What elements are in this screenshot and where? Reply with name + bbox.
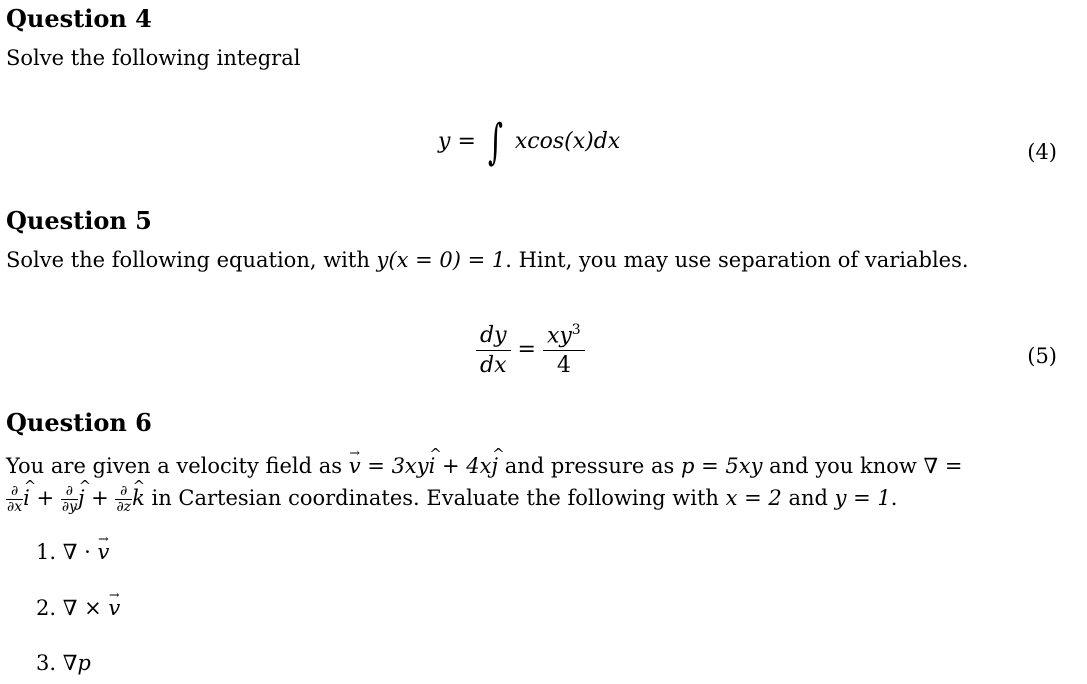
i-hat: ^ i <box>429 454 436 478</box>
list-expr-1: ∇ · <box>62 540 98 564</box>
q6-and: and <box>781 486 835 510</box>
question-5-heading: Question 5 <box>6 206 152 235</box>
eq5-rhs-den: 4 <box>556 353 571 379</box>
partial-x-den: ∂x <box>7 499 23 515</box>
list-item-3 <box>36 651 91 675</box>
partial-y-den: ∂y <box>61 499 77 515</box>
integral-sign: ∫ <box>487 114 503 170</box>
question-4-prompt: Solve the following integral <box>6 46 301 70</box>
k-hat: ^ k <box>132 486 145 510</box>
q6-vdef2: + 4x <box>435 454 492 478</box>
list-number-2: 2. <box>36 596 57 620</box>
question-6-line-1 <box>6 454 962 478</box>
q6-x-value: x = 2 <box>725 486 782 510</box>
q6-period: . <box>890 486 898 510</box>
eq5-equals: = <box>517 337 536 363</box>
list-item-1 <box>36 540 109 564</box>
eq5-lhs-fraction <box>476 323 511 378</box>
plus-sign: + <box>84 486 116 510</box>
plus-sign: + <box>29 486 61 510</box>
list-item-2 <box>36 596 120 620</box>
eq5-rhs-exp: 3 <box>571 322 581 338</box>
eq5-rhs-num-base: xy <box>546 323 572 349</box>
partial-z-den: ∂z <box>116 499 132 515</box>
eq5-rhs-num <box>543 322 585 351</box>
velocity-vector-symbol: → v <box>349 454 361 478</box>
q6-pdef: p = 5xy <box>680 454 763 478</box>
i-hat: ^ i <box>23 486 30 510</box>
q5-prompt-end: . Hint, you may use separation of variables. <box>505 248 969 272</box>
q6-line1-a: You are given a velocity field as <box>6 454 349 478</box>
q6-line1-b: and pressure as <box>498 454 681 478</box>
partial-x-num: ∂ <box>6 484 23 500</box>
list-expr-2: ∇ × <box>62 596 109 620</box>
question-5-prompt <box>6 248 969 272</box>
j-hat: ^ j <box>492 454 499 478</box>
q6-y-value: y = 1 <box>834 486 891 510</box>
equation-4-number: (4) <box>1027 140 1057 164</box>
q6-vdef: = 3xy <box>360 454 429 478</box>
partial-y-fraction <box>61 484 78 515</box>
eq5-lhs-den: dx <box>480 352 507 378</box>
eq4-integrand: xcos(x)dx <box>514 129 621 154</box>
eq5-rhs-fraction <box>543 322 585 378</box>
partial-z-num: ∂ <box>115 484 132 500</box>
question-6-heading: Question 6 <box>6 408 152 437</box>
question-4-heading: Question 4 <box>6 4 152 33</box>
eq4-lhs: y <box>438 129 451 154</box>
eq4-equals: = <box>457 129 476 154</box>
eq5-lhs-num: dy <box>476 323 511 351</box>
j-hat: ^ j <box>78 486 85 510</box>
partial-z-fraction <box>115 484 132 515</box>
list-expr-3: ∇p <box>62 651 91 675</box>
partial-y-num: ∂ <box>61 484 78 500</box>
q5-condition: y(x = 0) = 1 <box>376 248 506 272</box>
question-6-line-2 <box>6 484 897 515</box>
q5-prompt-start: Solve the following equation, with <box>6 248 377 272</box>
equation-5-number: (5) <box>1027 344 1057 368</box>
list-number-3: 3. <box>36 651 57 675</box>
q6-line2-b: in Cartesian coordinates. Evaluate the following with <box>144 486 726 510</box>
equation-5 <box>476 322 585 378</box>
equation-4 <box>438 114 621 170</box>
partial-x-fraction <box>6 484 23 515</box>
velocity-vector-symbol: → v <box>108 596 120 620</box>
q6-line1-c: and you know ∇ = <box>762 454 963 478</box>
list-number-1: 1. <box>36 540 57 564</box>
velocity-vector-symbol: → v <box>97 540 109 564</box>
